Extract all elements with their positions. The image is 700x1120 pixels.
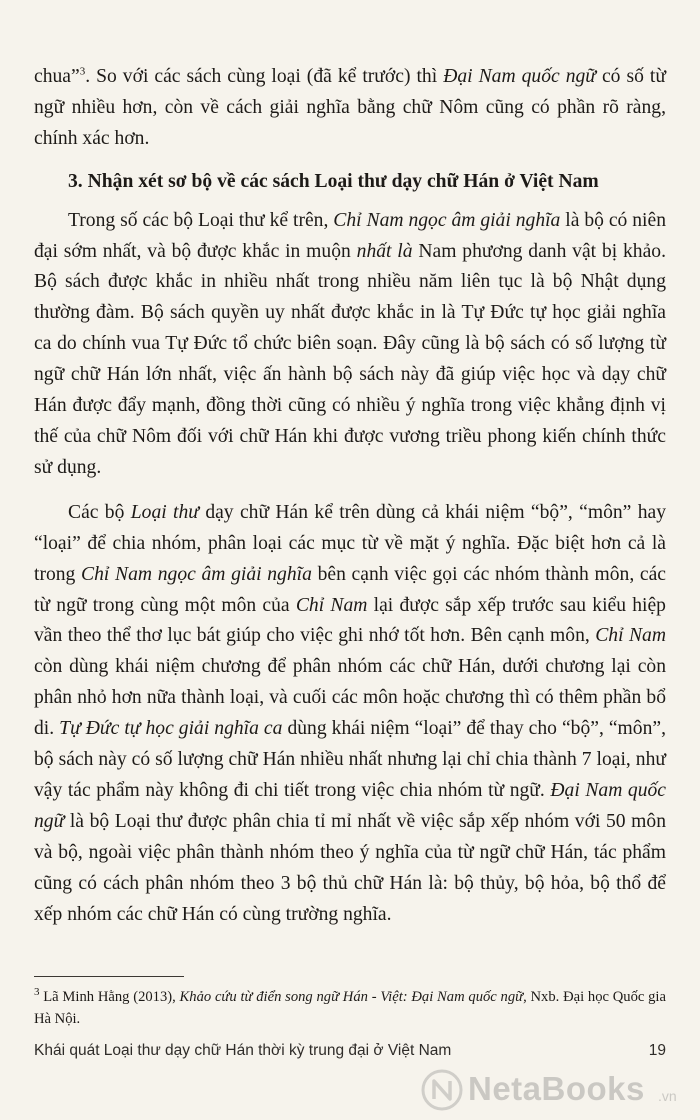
text-run: Nam phương danh vật bị khảo. Bộ sách được khắc in nhiều nhất trong nhiều năm liên tục là bộ Nhật dụng thường đàm. Bộ sách quyền uy nhất được khắc in là Tự Đức tự học giải nghĩa ca do chính vua Tự Đức tổ chức biên soạn. Đây cũng là bộ sách có số lượng từ ngữ chữ Hán lớn nhất, việc ấn hành bộ sách này đã giúp việc học và dạy chữ Hán được đẩy mạnh, đồng thời cũng có nhiều ý nghĩa trong việc khẳng định vị thế của chữ Nôm đối với chữ Hán khi được vương triều phong kiến chính thức sử dụng. [34, 240, 666, 478]
section-heading: 3. Nhận xét sơ bộ về các sách Loại thư dạy chữ Hán ở Việt Nam [68, 170, 599, 192]
paragraph-3 [34, 498, 666, 931]
text-run: có số từ ngữ nhiều hơn, còn về cách giải nghĩa bằng chữ Nôm cũng có phần rõ ràng, chính xác hơn. [34, 66, 666, 149]
text-run: bên cạnh việc gọi các nhóm thành môn, các từ ngữ trong cùng một môn của [34, 563, 667, 616]
watermark-brand: NetaBooks [468, 1070, 645, 1107]
book-title-italic: Chỉ Nam [295, 594, 368, 616]
book-title-italic: Chỉ Nam [595, 625, 666, 647]
footnote-text: Lã Minh Hằng (2013), [39, 989, 180, 1005]
paragraph-2 [34, 206, 666, 484]
text-run: chua” [34, 66, 80, 87]
text-run: còn dùng khái niệm chương để phân nhóm các chữ Hán, dưới chương lại còn phân nhỏ hơn nữa thành loại, và cuối các môn hoặc chương thì có thêm phần bổ di. [34, 656, 666, 740]
text-run: Các bộ [68, 501, 131, 523]
book-title-italic: Tự Đức tự học giải nghĩa ca [59, 718, 283, 740]
footnote-divider [34, 976, 184, 977]
page-number: 19 [648, 1042, 666, 1059]
watermark-tld: .vn [658, 1088, 677, 1104]
text-run: dạy chữ Hán kể trên dùng cả khái niệm “bộ”, “môn” hay “loại” để chia nhóm, phân loại các mục từ về mặt ý nghĩa. Đặc biệt hơn cả là trong [34, 501, 666, 585]
book-title-italic: Đại Nam quốc ngữ [34, 779, 666, 832]
italic-text: Loại thư [130, 501, 199, 523]
netabooks-logo-icon [420, 1068, 464, 1112]
page-body [34, 62, 666, 930]
text-run: dùng khái niệm “loại” để thay cho “bộ”, “môn”, bộ sách này có số lượng chữ Hán nhiều nhất nhưng lại chỉ chia thành 7 loại, như vậy tác phẩm này không đi chi tiết trong việc chia nhóm từ ngữ. [34, 718, 666, 801]
text-run: Trong số các bộ Loại thư kể trên, [68, 209, 334, 231]
text-run: là bộ Loại thư được phân chia tỉ mỉ nhất về việc sắp xếp nhóm với 50 môn và bộ, ngoài việc phân thành nhóm theo ý nghĩa của từ ngữ chữ Hán, tác phẩm cũng có cách phân nhóm theo 3 bộ thủ chữ Hán là: bộ thủy, bộ hỏa, bộ thổ để xếp nhóm các chữ Hán có cùng trường nghĩa. [34, 810, 666, 925]
footnote-reference: 3 [79, 65, 86, 78]
text-run: là bộ có niên đại sớm nhất, và bộ được khắc in muộn [34, 209, 666, 262]
text-run: lại được sắp xếp trước sau kiểu hiệp vần theo thể thơ lục bát giúp cho việc ghi nhớ tốt hơn. Bên cạnh môn, [34, 594, 666, 647]
paragraph-1 [34, 62, 666, 155]
book-title-italic: Chỉ Nam ngọc âm giải nghĩa [333, 209, 561, 231]
footnote-number: 3 [34, 986, 40, 999]
footnote [34, 986, 666, 1030]
book-title-italic: Đại Nam quốc ngữ [443, 66, 596, 87]
italic-text: nhất là [356, 240, 413, 262]
watermark [420, 1066, 690, 1114]
footnote-text: , Nxb. Đại học Quốc gia Hà Nội. [34, 989, 666, 1027]
running-footer-title: Khái quát Loại thư dạy chữ Hán thời kỳ trung đại ở Việt Nam [34, 1042, 452, 1059]
text-run: . So với các sách cùng loại (đã kể trước) thì [85, 66, 444, 87]
book-title-italic: Chỉ Nam ngọc âm giải nghĩa [81, 563, 312, 585]
footnote-book-title: Khảo cứu từ điển song ngữ Hán - Việt: Đại Nam quốc ngữ [179, 989, 524, 1005]
